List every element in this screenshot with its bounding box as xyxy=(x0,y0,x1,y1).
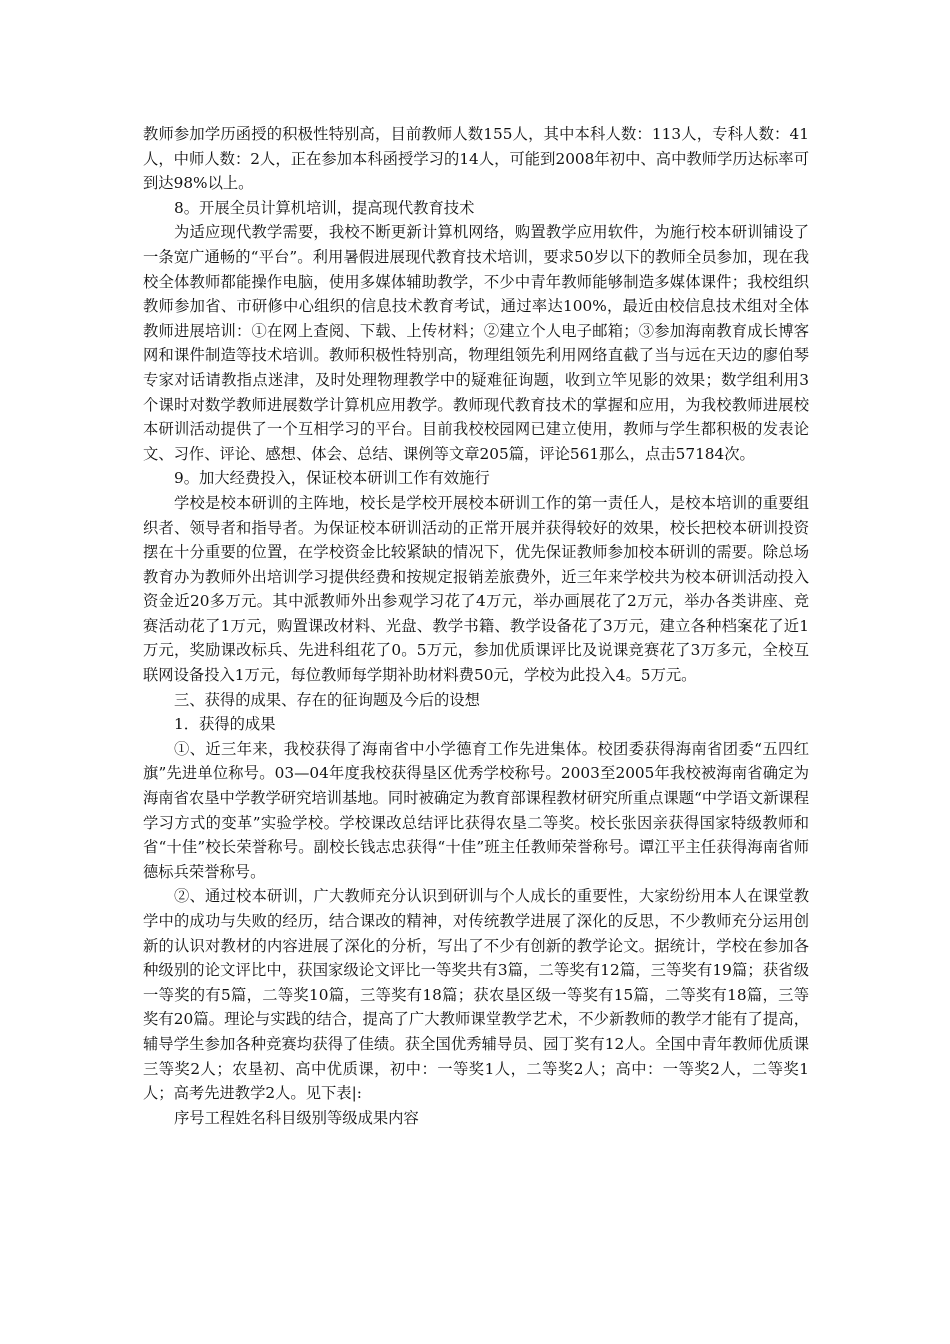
heading-8-computer-training: 8。开展全员计算机培训，提高现代教育技术 xyxy=(174,198,475,217)
paragraph-results-2: ②、通过校本研训，广大教师充分认识到研训与个人成长的重要性，大家纷纷用本人在课堂教学中的成功与失败的经历，结合课改的精神，对传统教学进展了深化的反思，不少教师充分运用创新的认识对教材的内容进展了深化的分析，写出了不少有创新的教学论文。据统计，学校在参加各种级别的论文评比中，获国家级论文评比一等奖共有3篇，二等奖有12篇，三等奖有19篇；获省级一等奖的有5篇，二等奖10篇，三等奖有18篇；获农垦区级一等奖有15篇，二等奖有18篇，三等奖有20篇。理论与实践的结合，提高了广大教师课堂教学艺术，不少新教师的教学才能有了提高，辅导学生参加各种竞赛均获得了佳绩。获全国优秀辅导员、园丁奖有12人。全国中青年教师优质课三等奖2人；农垦初、高中优质课，初中：一等奖1人，二等奖2人；高中：一等奖2人，二等奖1人；高考先进教学2人。见下表|: xyxy=(143,887,809,1103)
paragraph-computer-training: 为适应现代教学需要，我校不断更新计算机网络，购置教学应用软件，为施行校本研训铺设了一条宽广通畅的“平台”。利用暑假进展现代教育技术培训，要求50岁以下的教师全员参加，现在我校全体教师都能操作电脑，使用多媒体辅助教学，不少中青年教师能够制造多媒体课件；我校组织教师参加省、市研修中心组织的信息技术教育考试，通过率达100%，最近由校信息技术组对全体教师进展培训：①在网上查阅、下载、上传材料；②建立个人电子邮箱；③参加海南教育成长博客网和课件制造等技术培训。教师积极性特别高，物理组领先利用网络直截了当与远在天边的廖伯琴专家对话请教指点迷津，及时处理物理教学中的疑难征询题，收到立竿见影的效果；数学组利用3个课时对数学教师进展数学计算机应用教学。教师现代教育技术的掌握和应用，为我校教师进展校本研训活动提供了一个互相学习的平台。目前我校校园网已建立使用，教师与学生都积极的发表论文、习作、评论、感想、体会、总结、课例等文章205篇，评论561那么，点击57184次。 xyxy=(143,223,809,463)
heading-9-funding: 9。加大经费投入，保证校本研训工作有效施行 xyxy=(174,469,490,488)
table-header-line: 序号工程姓名科目级别等级成果内容 xyxy=(174,1108,419,1127)
paragraph-results-1: ①、近三年来，我校获得了海南省中小学德育工作先进集体。校团委获得海南省团委“五四红旗”先进单位称号。03—04年度我校获得垦区优秀学校称号。2003至2005年我校被海南省确定为海南省农垦中学教学研究培训基地。同时被确定为教育部课程教材研究所重点课题“中学语文新课程学习方式的变革”实验学校。学校课改总结评比获得农垦二等奖。校长张因亲获得国家特级教师和省“十佳”校长荣誉称号。副校长钱志忠获得“十佳”班主任教师荣誉称号。谭江平主任获得海南省师德标兵荣誉称号。 xyxy=(143,739,809,881)
paragraph-1: 教师参加学历函授的积极性特别高，目前教师人数155人，其中本科人数：113人，专科人数：41人，中师人数：2人，正在参加本科函授学习的14人，可能到2008年初中、高中教师学历达标率可到达98%以上。 xyxy=(143,125,809,193)
document-page xyxy=(143,122,809,1130)
subheading-1-results: 1．获得的成果 xyxy=(174,715,276,734)
section-heading-3-results: 三、获得的成果、存在的征询题及今后的设想 xyxy=(174,690,480,709)
paragraph-funding: 学校是校本研训的主阵地，校长是学校开展校本研训工作的第一责任人，是校本培训的重要组织者、领导者和指导者。为保证校本研训活动的正常开展并获得较好的效果，校长把校本研训投资摆在十分重要的位置，在学校资金比较紧缺的情况下，优先保证教师参加校本研训的需要。除总场教育办为教师外出培训学习提供经费和按规定报销差旅费外，近三年来学校共为校本研训活动投入资金近20多万元。其中派教师外出参观学习花了4万元，举办画展花了2万元，举办各类讲座、竞赛活动花了1万元，购置课改材料、光盘、教学书籍、教学设备花了3万元，建立各种档案花了近1万元，奖励课改标兵、先进科组花了0。5万元，参加优质课评比及说课竞赛花了3万多元，全校互联网设备投入1万元，每位教师每学期补助材料费50元，学校为此投入4。5万元。 xyxy=(143,493,809,685)
